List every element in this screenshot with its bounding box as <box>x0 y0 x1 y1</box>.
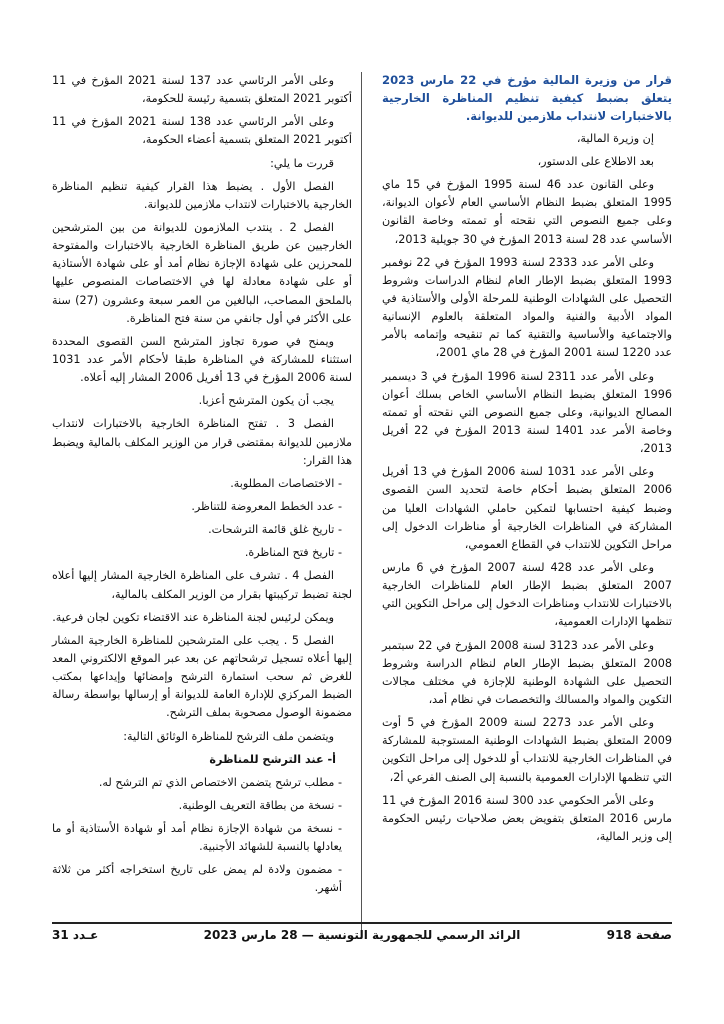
journal-title: الرائد الرسمي للجمهورية التونسية — 28 مارس 2023 <box>203 928 521 942</box>
paragraph: يجب أن يكون المترشح أعزبا. <box>198 394 334 408</box>
list-item: - مضمون ولادة لم يمض على تاريخ استخراجه أكثر من ثلاثة أشهر. <box>52 863 342 895</box>
list-item: - تاريخ غلق قائمة الترشحات. <box>208 523 342 537</box>
decree-title: قرار من وزيرة المالية مؤرخ في 22 مارس 2023 يتعلق بضبط كيفية تنظيم المناظرة الخارجية بالاختبارات لانتداب ملازمين للديوانة. <box>382 73 672 123</box>
paragraph: الفصل 3 . تفتح المناظرة الخارجية بالاختبارات لانتداب ملازمين للديوانة بمقتضى قرار من الوزير المكلف بالمالية ويضبط هذا القرار: <box>52 417 352 467</box>
paragraph: الفصل 5 . يجب على المترشحين للمناظرة الخارجية المشار إليها أعلاه تسجيل ترشحاتهم عن بعد عبر الموقع الالكتروني المعد للغرض ثم سحب استمارة الترشح وإمضائها وإيداعها بمكتب الضبط المركزي للإدارة العامة للديوانة أو إرسالها بواسطة رسالة مضمونة الوصول مصحوبة بملف الترشح. <box>52 633 352 720</box>
paragraph: وعلى الأمر عدد 1031 لسنة 2006 المؤرخ في 13 أفريل 2006 المتعلق بضبط أحكام خاصة لتحديد السن القصوى وضبط كيفية احتسابها لتمكين حاملي الشهادات العليا من المشاركة في المناظرات الخارجية أو مناظرات الدخول إلى مراحل التكوين للانتداب في القطاع العمومي، <box>382 465 672 551</box>
list-item: - نسخة من شهادة الإجازة نظام أمد أو شهادة الأستاذية أو ما يعادلها بالنسبة للشهائد الأجنبية. <box>52 822 342 854</box>
list-item: - نسخة من بطاقة التعريف الوطنية. <box>178 798 342 812</box>
paragraph: وعلى الأمر عدد 3123 لسنة 2008 المؤرخ في 22 سبتمبر 2008 المتعلق بضبط الإطار العام لنظام الدراسة وشروط التحصيل على الشهادة الوطنية للإجازة في مختلف مجالات التكوين والمواد والمسالك والتخصصات في نظام أمد، <box>382 638 672 706</box>
paragraph: الفصل 4 . تشرف على المناظرة الخارجية المشار إليها أعلاه لجنة تضبط تركيبتها بقرار من الوزير المكلف بالمالية، <box>52 569 352 601</box>
column-divider <box>361 72 362 930</box>
footer-rule <box>52 922 672 924</box>
left-column <box>52 72 352 903</box>
list-item: - الاختصاصات المطلوبة. <box>230 476 342 490</box>
paragraph: بعد الاطلاع على الدستور، <box>537 155 654 169</box>
paragraph: وعلى الأمر الرئاسي عدد 138 لسنة 2021 المؤرخ في 11 أكتوبر 2021 المتعلق بتسمية أعضاء الحكومة، <box>52 115 352 147</box>
paragraph: الفصل 2 . ينتدب الملازمون للديوانة من بين المترشحين الخارجيين عن طريق المناظرة الخارجية بالاختبارات والمفتوحة للمحرزين على شهادة الإجازة نظام أمد أو على شهادة الأستاذية أو على شهادة معادلة لها في الاختصاصات المنصوص عليها بالملحق المصاحب، البالغين من العمر سبعة وعشرون (27) سنة على الأكثر في أول جانفي من سنة فتح المناظرة. <box>52 220 352 325</box>
page-number: صفحة 918 <box>606 928 672 942</box>
paragraph: وعلى الأمر عدد 428 لسنة 2007 المؤرخ في 6 مارس 2007 المتعلق بضبط الإطار العام للمناظرات الخارجية بالاختبارات للانتداب ومناظرات الدخول إلى مراحل التكوين التي تنظمها الإدارات العمومية، <box>382 561 672 629</box>
paragraph: إن وزيرة المالية، <box>576 131 654 145</box>
paragraph: وعلى الأمر عدد 2273 لسنة 2009 المؤرخ في 5 أوت 2009 المتعلق بضبط الشهادات الوطنية المستوجبة للمشاركة في المناظرات الخارجية للانتداب أو للدخول إلى مراحل التكوين التي تنظمها الإدارات العمومية بالنسبة إلى الصنف الفرعي أ2، <box>382 716 672 784</box>
right-column <box>382 72 672 851</box>
paragraph: وعلى الأمر عدد 2333 لسنة 1993 المؤرخ في 22 نوفمبر 1993 المتعلق بضبط الإطار العام لنظام الدراسات وشروط التحصيل على الشهادات الوطنية للمرحلة الأولى والأستاذية في المواد الأدبية والفنية والمواد المتعلقة بالعلوم الإنسانية والاجتماعية والأساسية والتقنية كما تم تنقيحه وإتمامه بالأمر عدد 1220 لسنة 2001 المؤرخ في 28 ماي 2001، <box>382 255 672 360</box>
list-item: - تاريخ فتح المناظرة. <box>244 546 342 560</box>
list-item: - مطلب ترشح يتضمن الاختصاص الذي تم الترشح له. <box>98 775 342 789</box>
paragraph: وعلى الأمر الرئاسي عدد 137 لسنة 2021 المؤرخ في 11 أكتوبر 2021 المتعلق بتسمية رئيسة للحكومة، <box>52 74 352 106</box>
paragraph: وعلى الأمر عدد 2311 لسنة 1996 المؤرخ في 3 ديسمبر 1996 المتعلق بضبط النظام الأساسي الخاص بسلك أعوان المصالح الديوانية، وعلى جميع النصوص التي نقحته أو تممته وخاصة الأمر عدد 1401 لسنة 2013 المؤرخ في 22 أفريل 2013، <box>382 369 672 456</box>
paragraph: ويمنح في صورة تجاوز المترشح السن القصوى المحددة استثناء للمشاركة في المناظرة طبقا لأحكام الأمر عدد 1031 لسنة 2006 المؤرخ في 13 أفريل 2006 المشار إليه أعلاه. <box>52 334 352 385</box>
paragraph: ويمكن لرئيس لجنة المناظرة عند الاقتضاء تكوين لجان فرعية. <box>52 610 334 624</box>
paragraph: الفصل الأول . يضبط هذا القرار كيفية تنظيم المناظرة الخارجية بالاختبارات لانتداب ملازمين للديوانة. <box>52 179 352 211</box>
issue-number: عـدد 31 <box>52 928 99 942</box>
list-item: - عدد الخطط المعروضة للتناظر. <box>191 499 342 513</box>
section-heading: أ- عند الترشح للمناظرة <box>209 752 336 766</box>
paragraph: ويتضمن ملف الترشح للمناظرة الوثائق التالية: <box>123 729 334 743</box>
page-footer <box>52 928 672 948</box>
paragraph: قررت ما يلي: <box>270 156 334 170</box>
paragraph: وعلى القانون عدد 46 لسنة 1995 المؤرخ في 15 ماي 1995 المتعلق بضبط النظام الأساسي العام لأعوان الديوانة، وعلى جميع النصوص التي نقحته أو تممته وخاصة القانون الأساسي عدد 28 لسنة 2013 المؤرخ في 30 جويلية 2013، <box>382 178 672 246</box>
paragraph: وعلى الأمر الحكومي عدد 300 لسنة 2016 المؤرخ في 11 مارس 2016 المتعلق بتفويض بعض صلاحيات رئيس الحكومة إلى وزير المالية، <box>382 793 672 843</box>
